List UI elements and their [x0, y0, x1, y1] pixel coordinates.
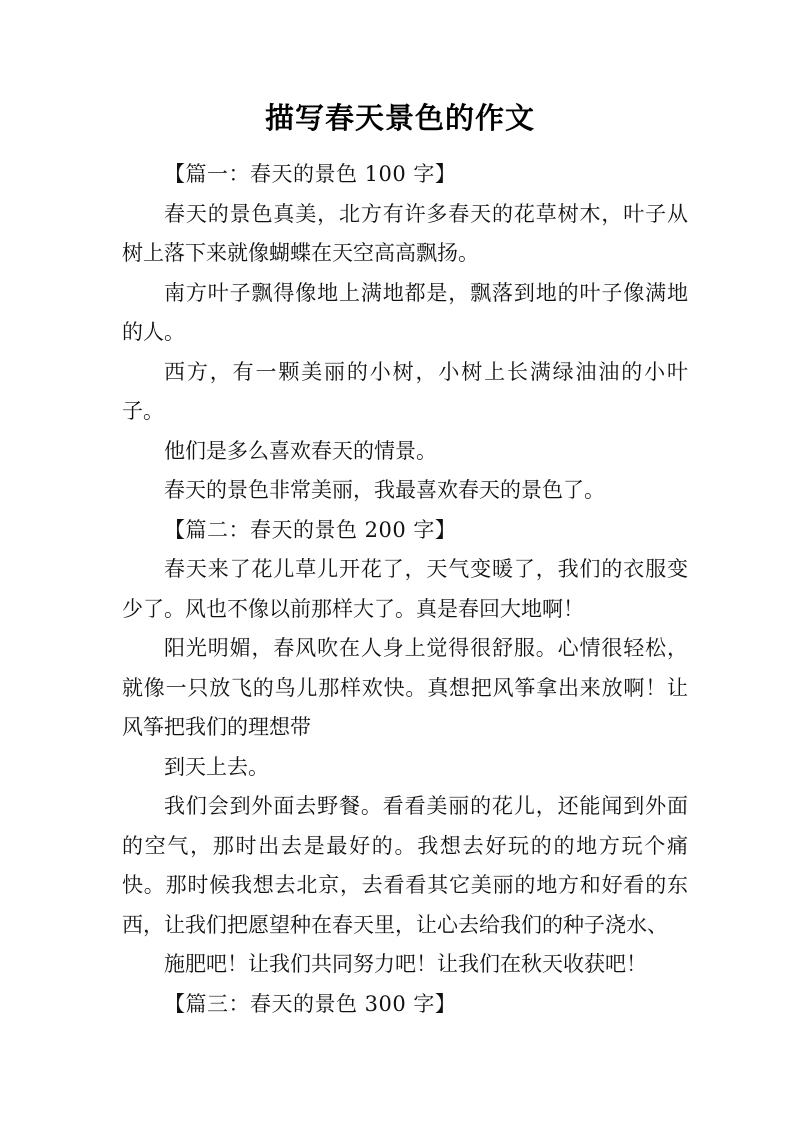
paragraph: 到天上去。	[164, 754, 269, 779]
paragraph: 西方，有一颗美丽的小树，小树上长满绿油油的小叶子。	[122, 359, 688, 423]
paragraph: 施肥吧！让我们共同努力吧！让我们在秋天收获吧！	[164, 952, 647, 976]
document-title: 描写春天景色的作文	[264, 101, 535, 135]
section-heading-2: 【篇二：春天的景色 200 字】	[164, 517, 457, 542]
paragraph: 春天的景色真美，北方有许多春天的花草树木，叶子从树上落下来就像蝴蝶在天空高高飘扬。	[122, 201, 688, 265]
paragraph: 春天的景色非常美丽，我最喜欢春天的景色了。	[164, 478, 605, 502]
paragraph: 南方叶子飘得像地上满地都是，飘落到地的叶子像满地的人。	[122, 280, 688, 344]
paragraph: 阳光明媚，春风吹在人身上觉得很舒服。心情很轻松，就像一只放飞的鸟儿那样欢快。真想把风筝拿出来放啊！让风筝把我们的理想带	[122, 636, 688, 739]
paragraph: 春天来了花儿草儿开花了，天气变暖了，我们的衣服变少了。风也不像以前那样大了。真是春回大地啊！	[122, 557, 688, 621]
document-body	[122, 155, 688, 1024]
section-heading-1: 【篇一：春天的景色 100 字】	[164, 162, 457, 186]
section-heading-3: 【篇三：春天的景色 300 字】	[164, 991, 457, 1016]
paragraph: 我们会到外面去野餐。看看美丽的花儿，还能闻到外面的空气，那时出去是最好的。我想去好玩的的地方玩个痛快。那时候我想去北京，去看看其它美丽的地方和好看的东西，让我们把愿望种在春天里，让心去给我们的种子浇水、	[122, 794, 688, 937]
paragraph: 他们是多么喜欢春天的情景。	[164, 438, 437, 463]
